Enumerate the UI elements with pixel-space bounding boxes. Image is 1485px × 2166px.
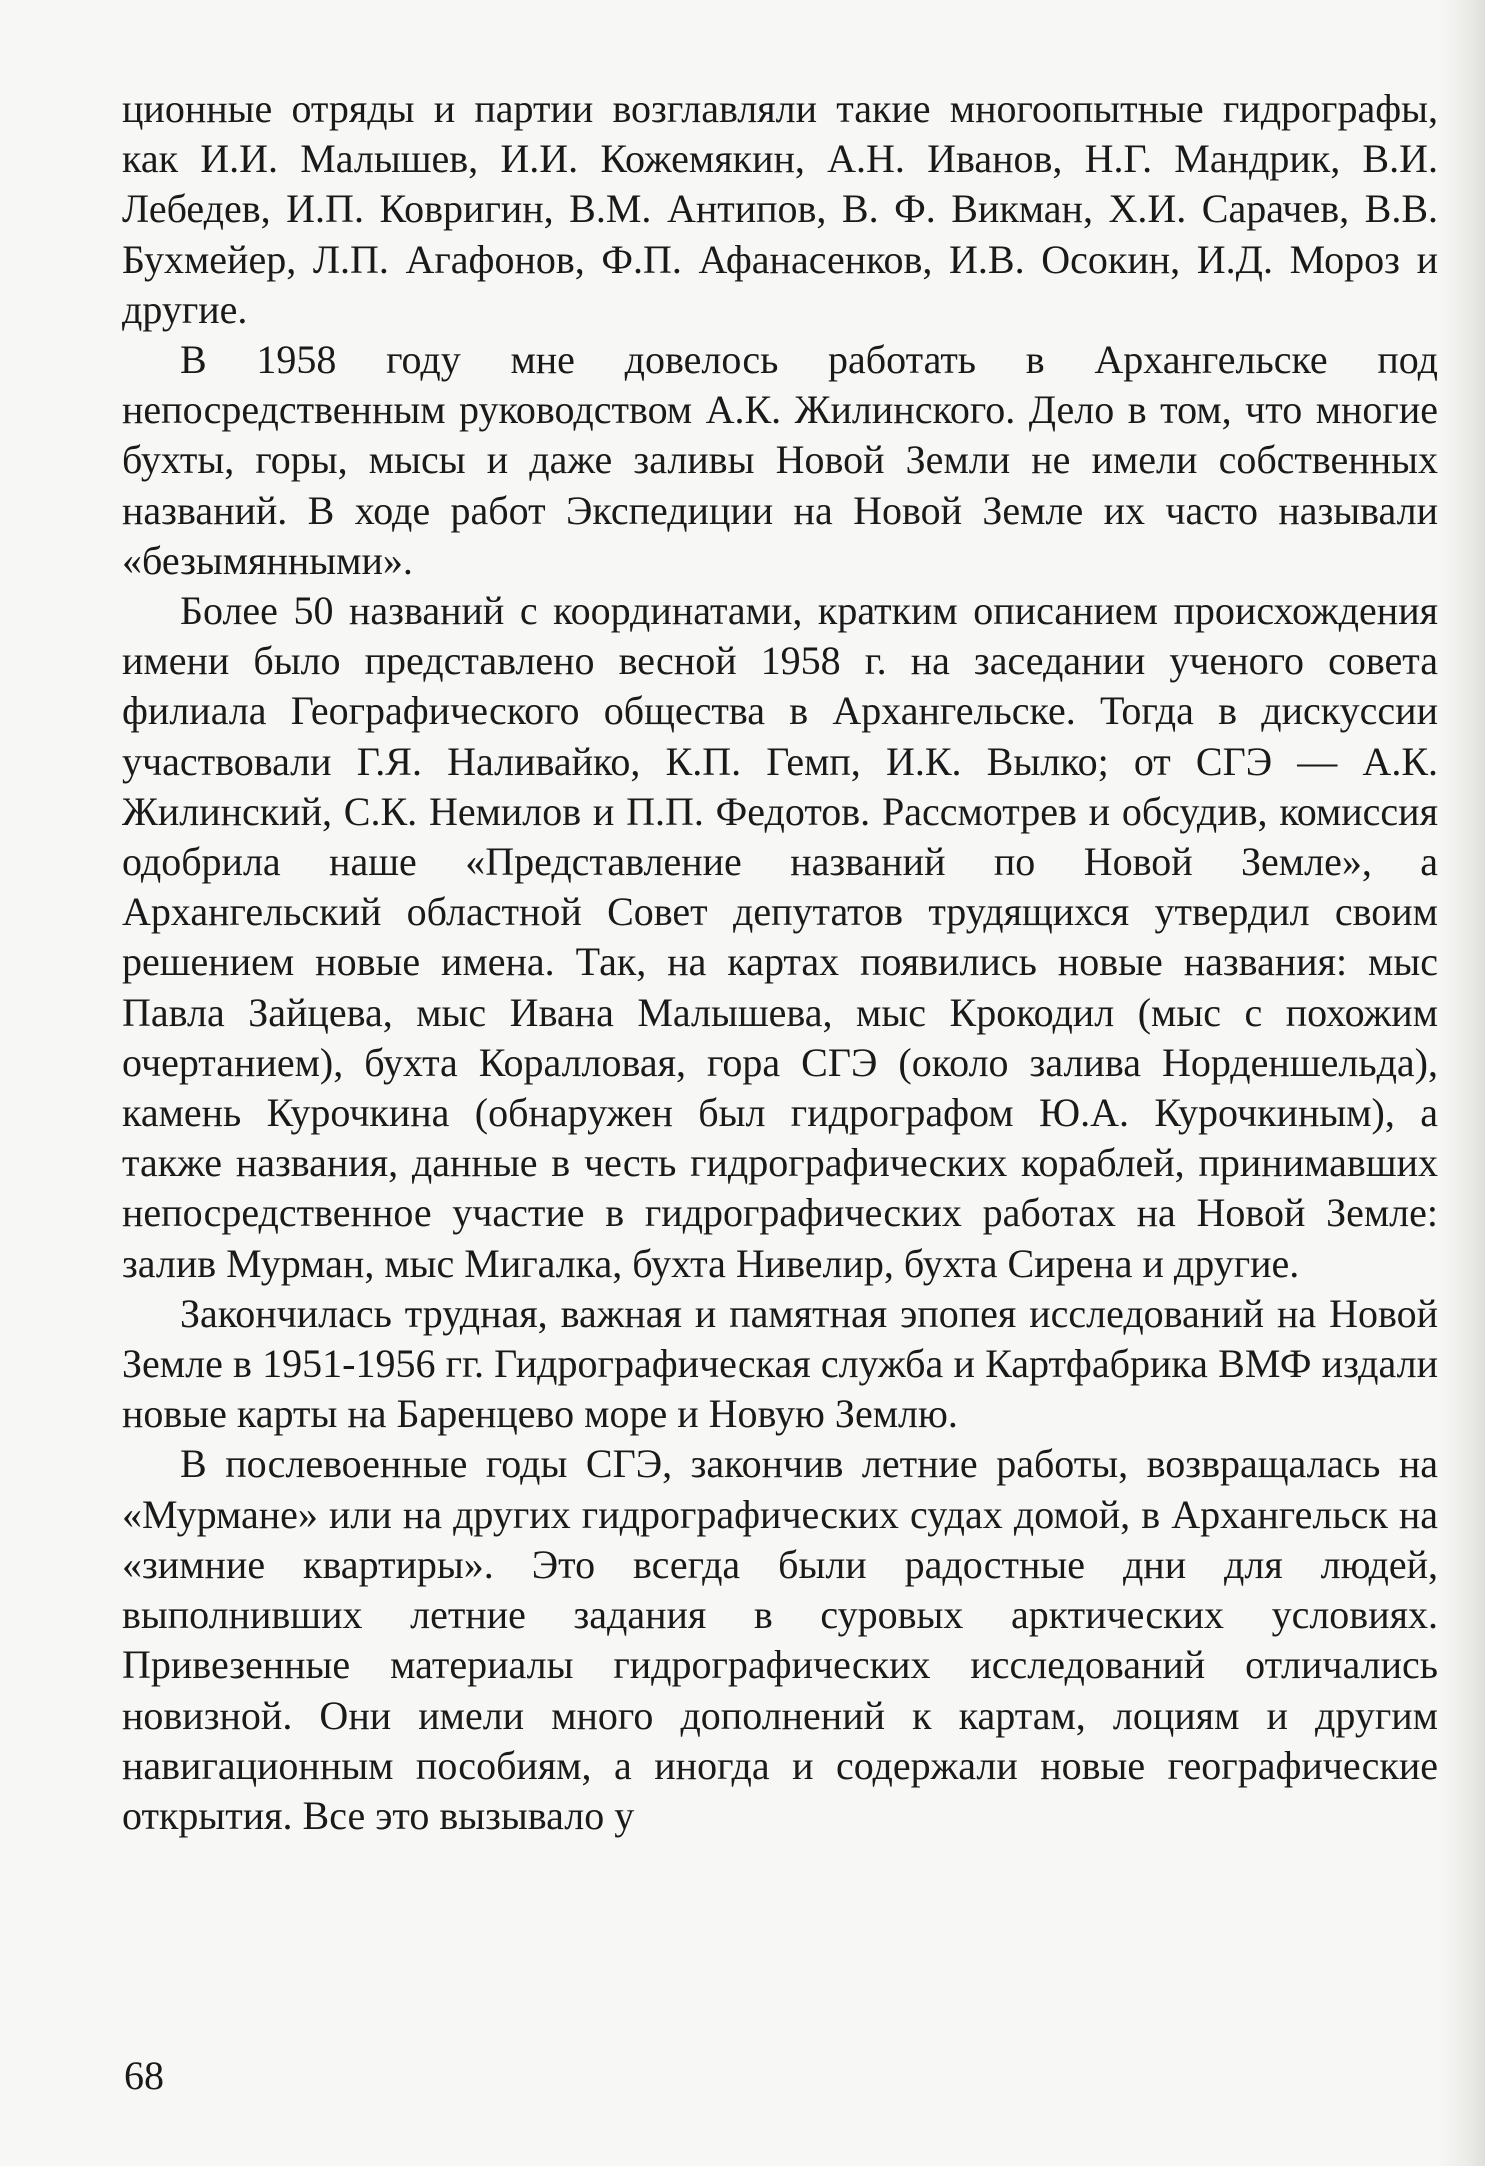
paragraph-3: Более 50 названий с координатами, кратким описанием происхождения имени было представлено весной 1958 г. на заседании ученого совета филиала Географического общества в Архангельске. Тогда в дискуссии участвовали Г.Я. Наливайко, К.П. Гемп, И.К. Вылко; от СГЭ — А.К. Жилинский, С.К. Немилов и П.П. Федотов. Рассмотрев и обсудив, комиссия одобрила наше «Представление названий по Новой Земле», а Архангельский областной Совет депутатов трудящихся утвердил своим решением новые имена. Так, на картах появились новые названия: мыс Павла Зайцева, мыс Ивана Малышева, мыс Крокодил (мыс с похожим очертанием), бухта Коралловая, гора СГЭ (около залива Норденшельда), камень Курочкина (обнаружен был гидрографом Ю.А. Курочкиным), а также названия, данные в честь гидрографических кораблей, принимавших непосредственное участие в гидрографических работах на Новой Земле: залив Мурман, мыс Мигалка, бухта Нивелир, бухта Сирена и другие. [122, 588, 1438, 1286]
paragraph-5: В послевоенные годы СГЭ, закончив летние работы, возвращалась на «Мурмане» или на других гидрографических судах домой, в Архангельск на «зимние квартиры». Это всегда были радостные дни для людей, выполнивших летние задания в суровых арктических условиях. Привезенные материалы гидрографических исследований отличались новизной. Они имели много дополнений к картам, лоциям и другим навигационным пособиям, а иногда и содержали новые географические открытия. Все это вызывало у [122, 1441, 1438, 1838]
paragraph-4: Закончилась трудная, важная и памятная эпопея исследований на Новой Земле в 1951-1956 гг. Гидрографическая служба и Картфабрика ВМФ издали новые карты на Баренцево море и Новую Землю. [122, 1290, 1438, 1437]
body-text [122, 84, 1438, 1841]
paragraph-1: ционные отряды и партии возглавляли такие многоопытные гидрографы, как И.И. Малышев, И.И. Кожемякин, А.Н. Иванов, Н.Г. Мандрик, В.И. Лебедев, И.П. Ковригин, В.М. Антипов, В. Ф. Викман, Х.И. Сарачев, В.В. Бухмейер, Л.П. Агафонов, Ф.П. Афанасенков, И.В. Осокин, И.Д. Мороз и другие. [122, 86, 1438, 332]
paragraph-2: В 1958 году мне довелось работать в Архангельске под непосредственным руководством А.К. Жилинского. Дело в том, что многие бухты, горы, мысы и даже заливы Новой Земли не имели собственных названий. В ходе работ Экспедиции на Новой Земле их часто называли «безымянными». [122, 337, 1438, 583]
page-number: 68 [124, 2053, 164, 2098]
page-edge-shadow [1439, 0, 1485, 2166]
